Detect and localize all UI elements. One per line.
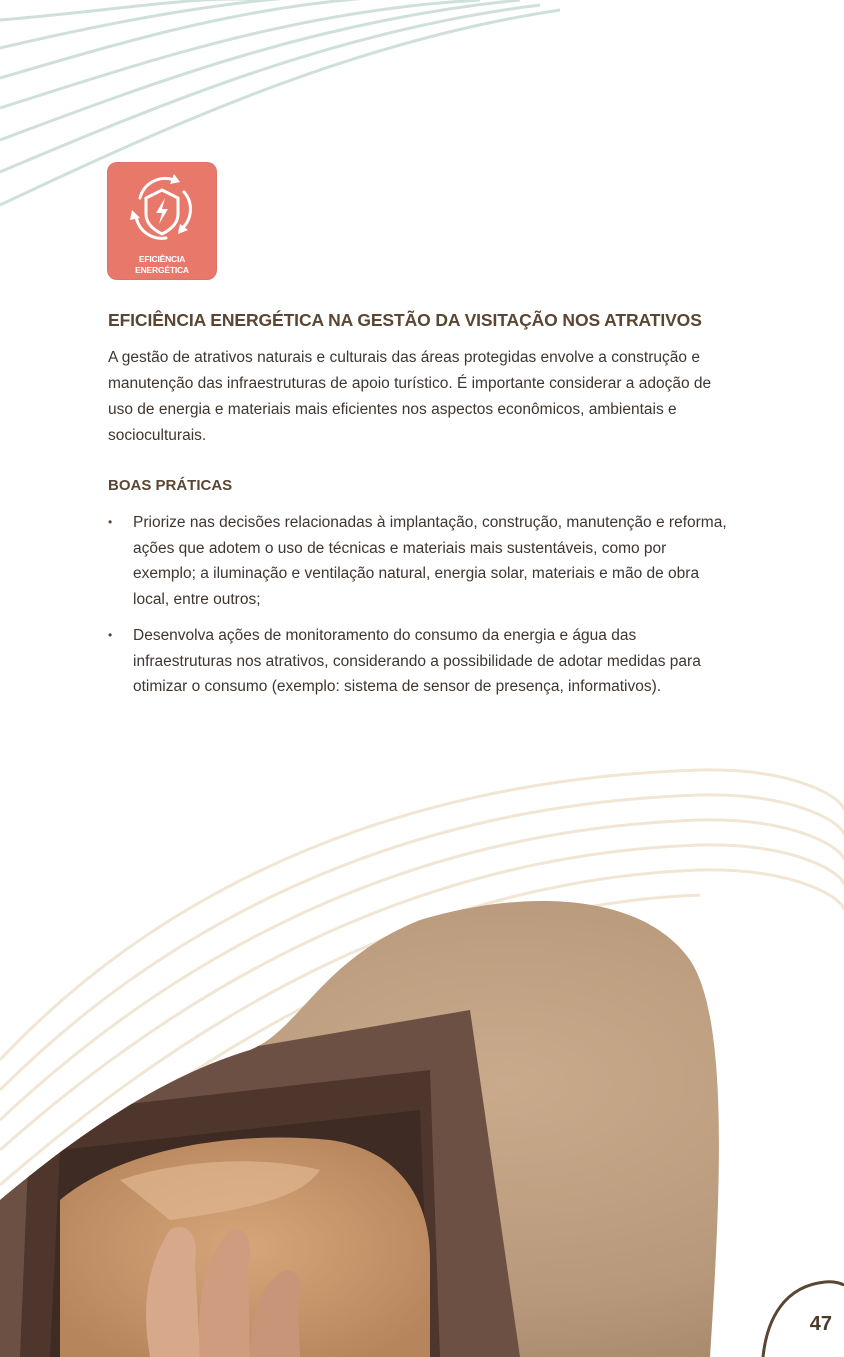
mud-brick-mold-photo [0,900,844,1357]
badge-label [107,254,217,276]
energy-efficiency-badge [107,162,217,280]
page-number: 47 [809,1313,832,1335]
practices-title: BOAS PRÁTICAS [108,477,233,494]
intro-paragraph: A gestão de atrativos naturais e culturais das áreas protegidas envolve a construção e manutenção das infraestruturas de apoio turístico. É importante considerar a adoção de uso de energia e materiais mais eficientes nos aspectos econômicos, ambientais e socioculturais. [108,349,712,444]
badge-label-line2: ENERGÉTICA [135,265,189,275]
energy-bolt-recycle-icon [122,168,202,248]
practices-list [108,510,728,711]
list-item: • Desenvolva ações de monitoramento do consumo da energia e água das infraestruturas nos atrativos, considerando a possibilidade de adotar medidas para otimizar o consumo (exemplo: sistema de sensor de presença, informativos). [108,623,728,700]
section-title: EFICIÊNCIA ENERGÉTICA NA GESTÃO DA VISITAÇÃO NOS ATRATIVOS [108,310,702,330]
list-item: • Priorize nas decisões relacionadas à implantação, construção, manutenção e reforma, ações que adotem o uso de técnicas e materiais mais sustentáveis, como por exemplo; a iluminação e ventilação natural, energia solar, materiais e mão de obra local, entre outros; [108,510,728,612]
badge-label-line1: EFICIÊNCIA [138,254,186,264]
